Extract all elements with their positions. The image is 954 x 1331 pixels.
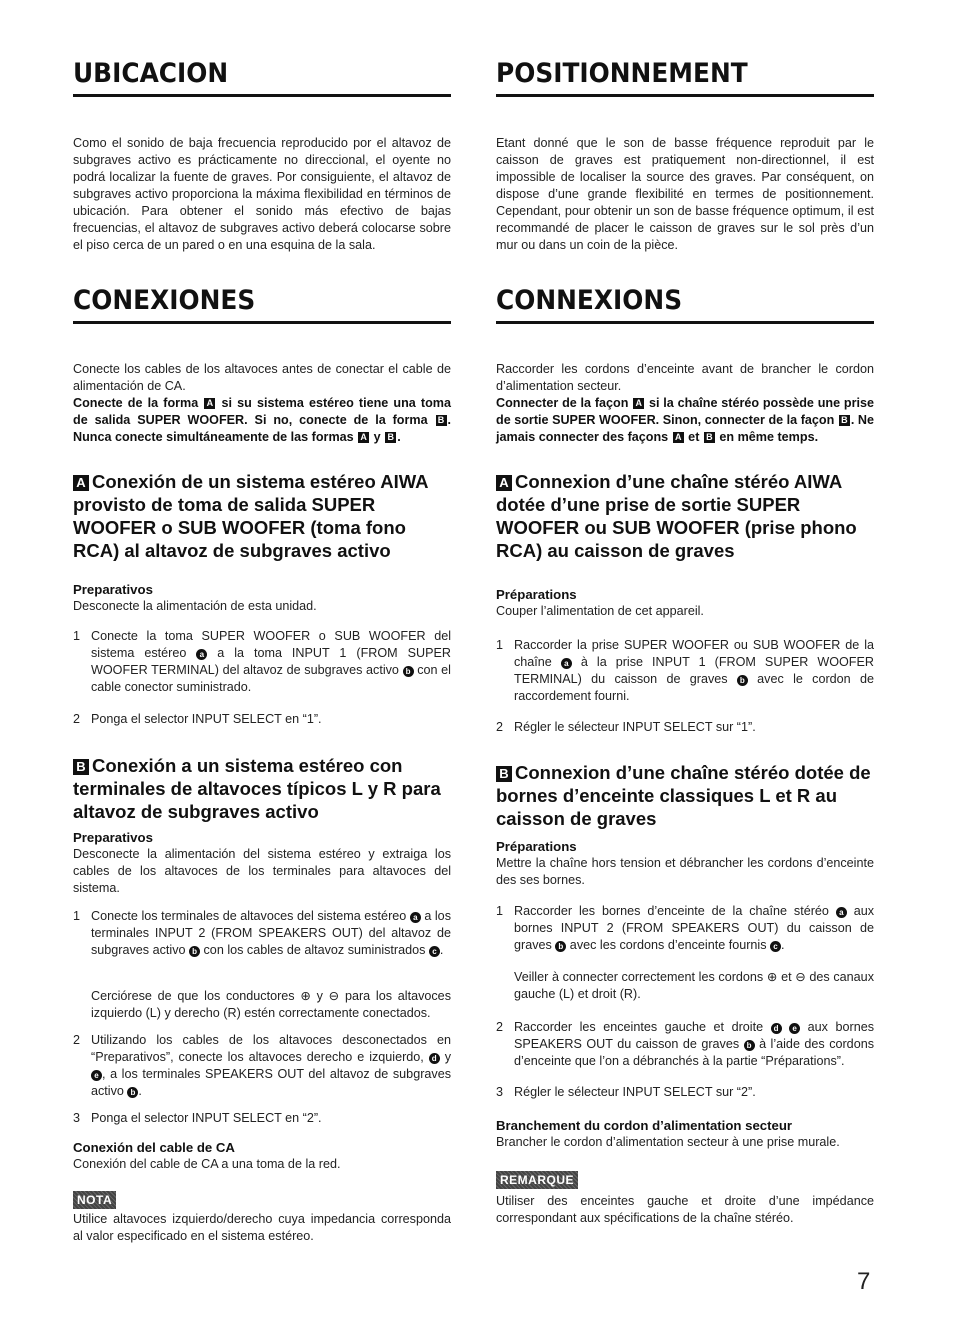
callout-e-icon: e — [789, 1023, 800, 1034]
section-a-title: Connexion d’une chaîne stéréo AIWA dotée d’une prise de sortie SUPER WOOFER ou SUB WOOFER (prise phono RCA) au caisson de graves — [496, 471, 857, 561]
callout-b-icon: b — [744, 1040, 755, 1051]
form-a-marker: A — [358, 432, 369, 443]
list-item: 3 Régler le sélecteur INPUT SELECT sur “2”. — [496, 1085, 756, 1099]
remarque-badge: REMARQUE — [496, 1171, 578, 1189]
callout-a-icon: a — [196, 649, 207, 660]
list-item-note: Veiller à connecter correctement les cordons ⊕ et ⊖ des canaux gauche (L) et droit (R). — [514, 970, 874, 1001]
callout-b-icon: b — [555, 941, 566, 952]
ca-label: Conexión del cable de CA — [73, 1140, 235, 1155]
section-a-prep: Couper l’alimentation de cet appareil. — [496, 604, 704, 618]
list-item: 1 Raccorder les bornes d’enceinte de la chaîne stéréo a aux bornes INPUT 2 (FROM SPEAKERS OUT) du caisson de graves b avec les cordons d’enceinte fournis c . — [496, 904, 875, 952]
list-item-note: Cerciórese de que los conductores ⊕ y ⊖ para los altavoces izquierdo (L) y derecho (R) estén correctamente conectados. — [91, 989, 451, 1020]
callout-b-icon: b — [737, 675, 748, 686]
list-item: 3 Ponga el selector INPUT SELECT en “2”. — [73, 1111, 322, 1125]
list-item: 2 Ponga el selector INPUT SELECT en “1”. — [73, 712, 322, 726]
conexiones-intro: Conecte los cables de los altavoces antes de conectar el cable de alimentación de CA. — [73, 362, 451, 393]
callout-c-icon: c — [770, 941, 781, 952]
nota-badge: NOTA — [73, 1191, 116, 1209]
callout-a-icon: a — [410, 912, 421, 923]
form-a-marker: A — [633, 398, 644, 409]
preparativos-label: Preparativos — [73, 830, 153, 845]
section-b-title: Conexión a un sistema estéreo con terminales de altavoces típicos L y R para altavoz de subgraves activo — [73, 755, 441, 822]
remarque-text: Utiliser des enceintes gauche et droite d’une impédance correspondant aux spécifications de la chaîne stéréo. — [496, 1194, 874, 1225]
nota-text: Utilice altavoces izquierdo/derecho cuya impedancia corresponda al valor especificado en el sistema estéreo. — [73, 1212, 451, 1243]
section-a-heading — [73, 470, 451, 562]
section-b-heading — [73, 754, 451, 823]
form-b-marker: B — [839, 415, 850, 426]
form-b-marker: B — [385, 432, 396, 443]
conexiones-title: CONEXIONES — [73, 285, 256, 316]
list-item: 1 Conecte la toma SUPER WOOFER o SUB WOOFER del sistema estéreo a a la toma INPUT 1 (FROM SUPER WOOFER TERMINAL) del altavoz de subgraves activo b con el cable conector suministrado. — [73, 629, 451, 694]
section-a-marker: A — [496, 475, 512, 491]
connexions-intro: Raccorder les cordons d’enceinte avant de brancher le cordon d’alimentation secteur. — [496, 362, 874, 393]
form-a-marker: A — [204, 398, 215, 409]
callout-c-icon: c — [429, 946, 440, 957]
section-b-prep: Mettre la chaîne hors tension et débrancher les cordons d’enceinte des ses bornes. — [496, 856, 874, 887]
callout-d-icon: d — [771, 1023, 782, 1034]
positionnement-title: POSITIONNEMENT — [496, 58, 748, 89]
preparations-label: Préparations — [496, 587, 577, 602]
heading-rule — [496, 321, 874, 324]
list-item: 2 Utilizando los cables de los altavoces desconectados en “Preparativos”, conecte los altavoces derecho e izquierdo, d y e , a los terminales SPEAKERS OUT del altavoz de subgraves activo b . — [73, 1033, 451, 1098]
callout-a-icon: a — [561, 658, 572, 669]
heading-rule — [73, 321, 451, 324]
section-b-marker: B — [496, 766, 512, 782]
callout-b-icon: b — [189, 946, 200, 957]
section-a-title: Conexión de un sistema estéreo AIWA provisto de toma de salida SUPER WOOFER o SUB WOOFER (toma fono RCA) al altavoz de subgraves activo — [73, 471, 428, 561]
positionnement-text: Etant donné que le son de basse fréquence reproduit par le caisson de graves est pratiquement non-directionnel, il est impossible de localiser la source des graves. Par conséquent, on dispose d’une grande flexibilité en termes de positionnement. Cependant, pour obtenir un son de basse fréquence optimum, il est recommandé de placer le caisson de graves sur le sol près d’un mur ou dans un coin de la pièce. — [496, 136, 874, 252]
preparativos-label: Preparativos — [73, 582, 153, 597]
list-item: 1 Conecte los terminales de altavoces del sistema estéreo a a los terminales INPUT 2 (FROM SPEAKERS OUT) del altavoz de subgraves activo b con los cables de altavoz suministrados c . — [73, 909, 451, 957]
section-b-marker: B — [73, 759, 89, 775]
heading-rule — [496, 94, 874, 97]
section-b-title: Connexion d’une chaîne stéréo dotée de bornes d’enceinte classiques L et R au caisson de graves — [496, 762, 871, 829]
callout-b-icon: b — [127, 1087, 138, 1098]
list-item: 2 Raccorder les enceintes gauche et droite d e aux bornes SPEAKERS OUT du caisson de graves b à l’aide des cordons d’enceinte que l’on a débranchés à la partie “Préparations”. — [496, 1020, 875, 1068]
callout-a-icon: a — [836, 907, 847, 918]
callout-b-icon: b — [403, 666, 414, 677]
callout-e-icon: e — [91, 1070, 102, 1081]
form-a-marker: A — [673, 432, 684, 443]
list-item: 1 Raccorder la prise SUPER WOOFER ou SUB WOOFER de la chaîne a à la prise INPUT 1 (FROM SUPER WOOFER TERMINAL) du caisson de graves b avec le cordon de raccordement fourni. — [496, 638, 874, 703]
page-number: 7 — [857, 1268, 871, 1295]
heading-rule — [73, 94, 451, 97]
conexiones-instruction: Conecte de la forma A si su sistema estéreo tiene una toma de salida SUPER WOOFER. Si no, conecte de la forma B . Nunca conecte simultáneamente de las formas A y B . — [73, 396, 452, 444]
callout-d-icon: d — [429, 1053, 440, 1064]
section-b-prep: Desconecte la alimentación del sistema estéreo y extraiga los cables de los altavoces de los terminales para altavoces del sistema. — [73, 847, 451, 895]
preparations-label: Préparations — [496, 839, 577, 854]
section-a-marker: A — [73, 475, 89, 491]
connexions-instruction: Connecter de la façon A si la chaîne stéréo possède une prise de sortie SUPER WOOFER. Sinon, connecter de la façon B . Ne jamais connecter des façons A et B en même temps. — [496, 396, 874, 444]
ca-text: Conexión del cable de CA a una toma de la red. — [73, 1157, 341, 1171]
ubicacion-text: Como el sonido de baja frecuencia reproducido por el altavoz de subgraves activo es prácticamente no direccional, el oyente no podrá localizar la fuente de graves. Por consiguiente, el altavoz de subgraves activo proporciona la máxima flexibilidad en términos de ubicación. Para obtener el sonido más efectivo de bajas frecuencias, el altavoz de subgraves activo deberá colocarse sobre el piso cerca de un pared o en una esquina de la sala. — [73, 136, 451, 252]
form-b-marker: B — [704, 432, 715, 443]
connexions-title: CONNEXIONS — [496, 285, 683, 316]
ca-text: Brancher le cordon d’alimentation secteur à une prise murale. — [496, 1135, 840, 1149]
list-item: 2 Régler le sélecteur INPUT SELECT sur “1”. — [496, 720, 756, 734]
ca-label: Branchement du cordon d’alimentation secteur — [496, 1118, 793, 1133]
ubicacion-title: UBICACION — [73, 58, 229, 89]
section-a-prep: Desconecte la alimentación de esta unidad. — [73, 599, 317, 613]
ubicacion-heading — [73, 58, 451, 90]
form-b-marker: B — [436, 415, 447, 426]
